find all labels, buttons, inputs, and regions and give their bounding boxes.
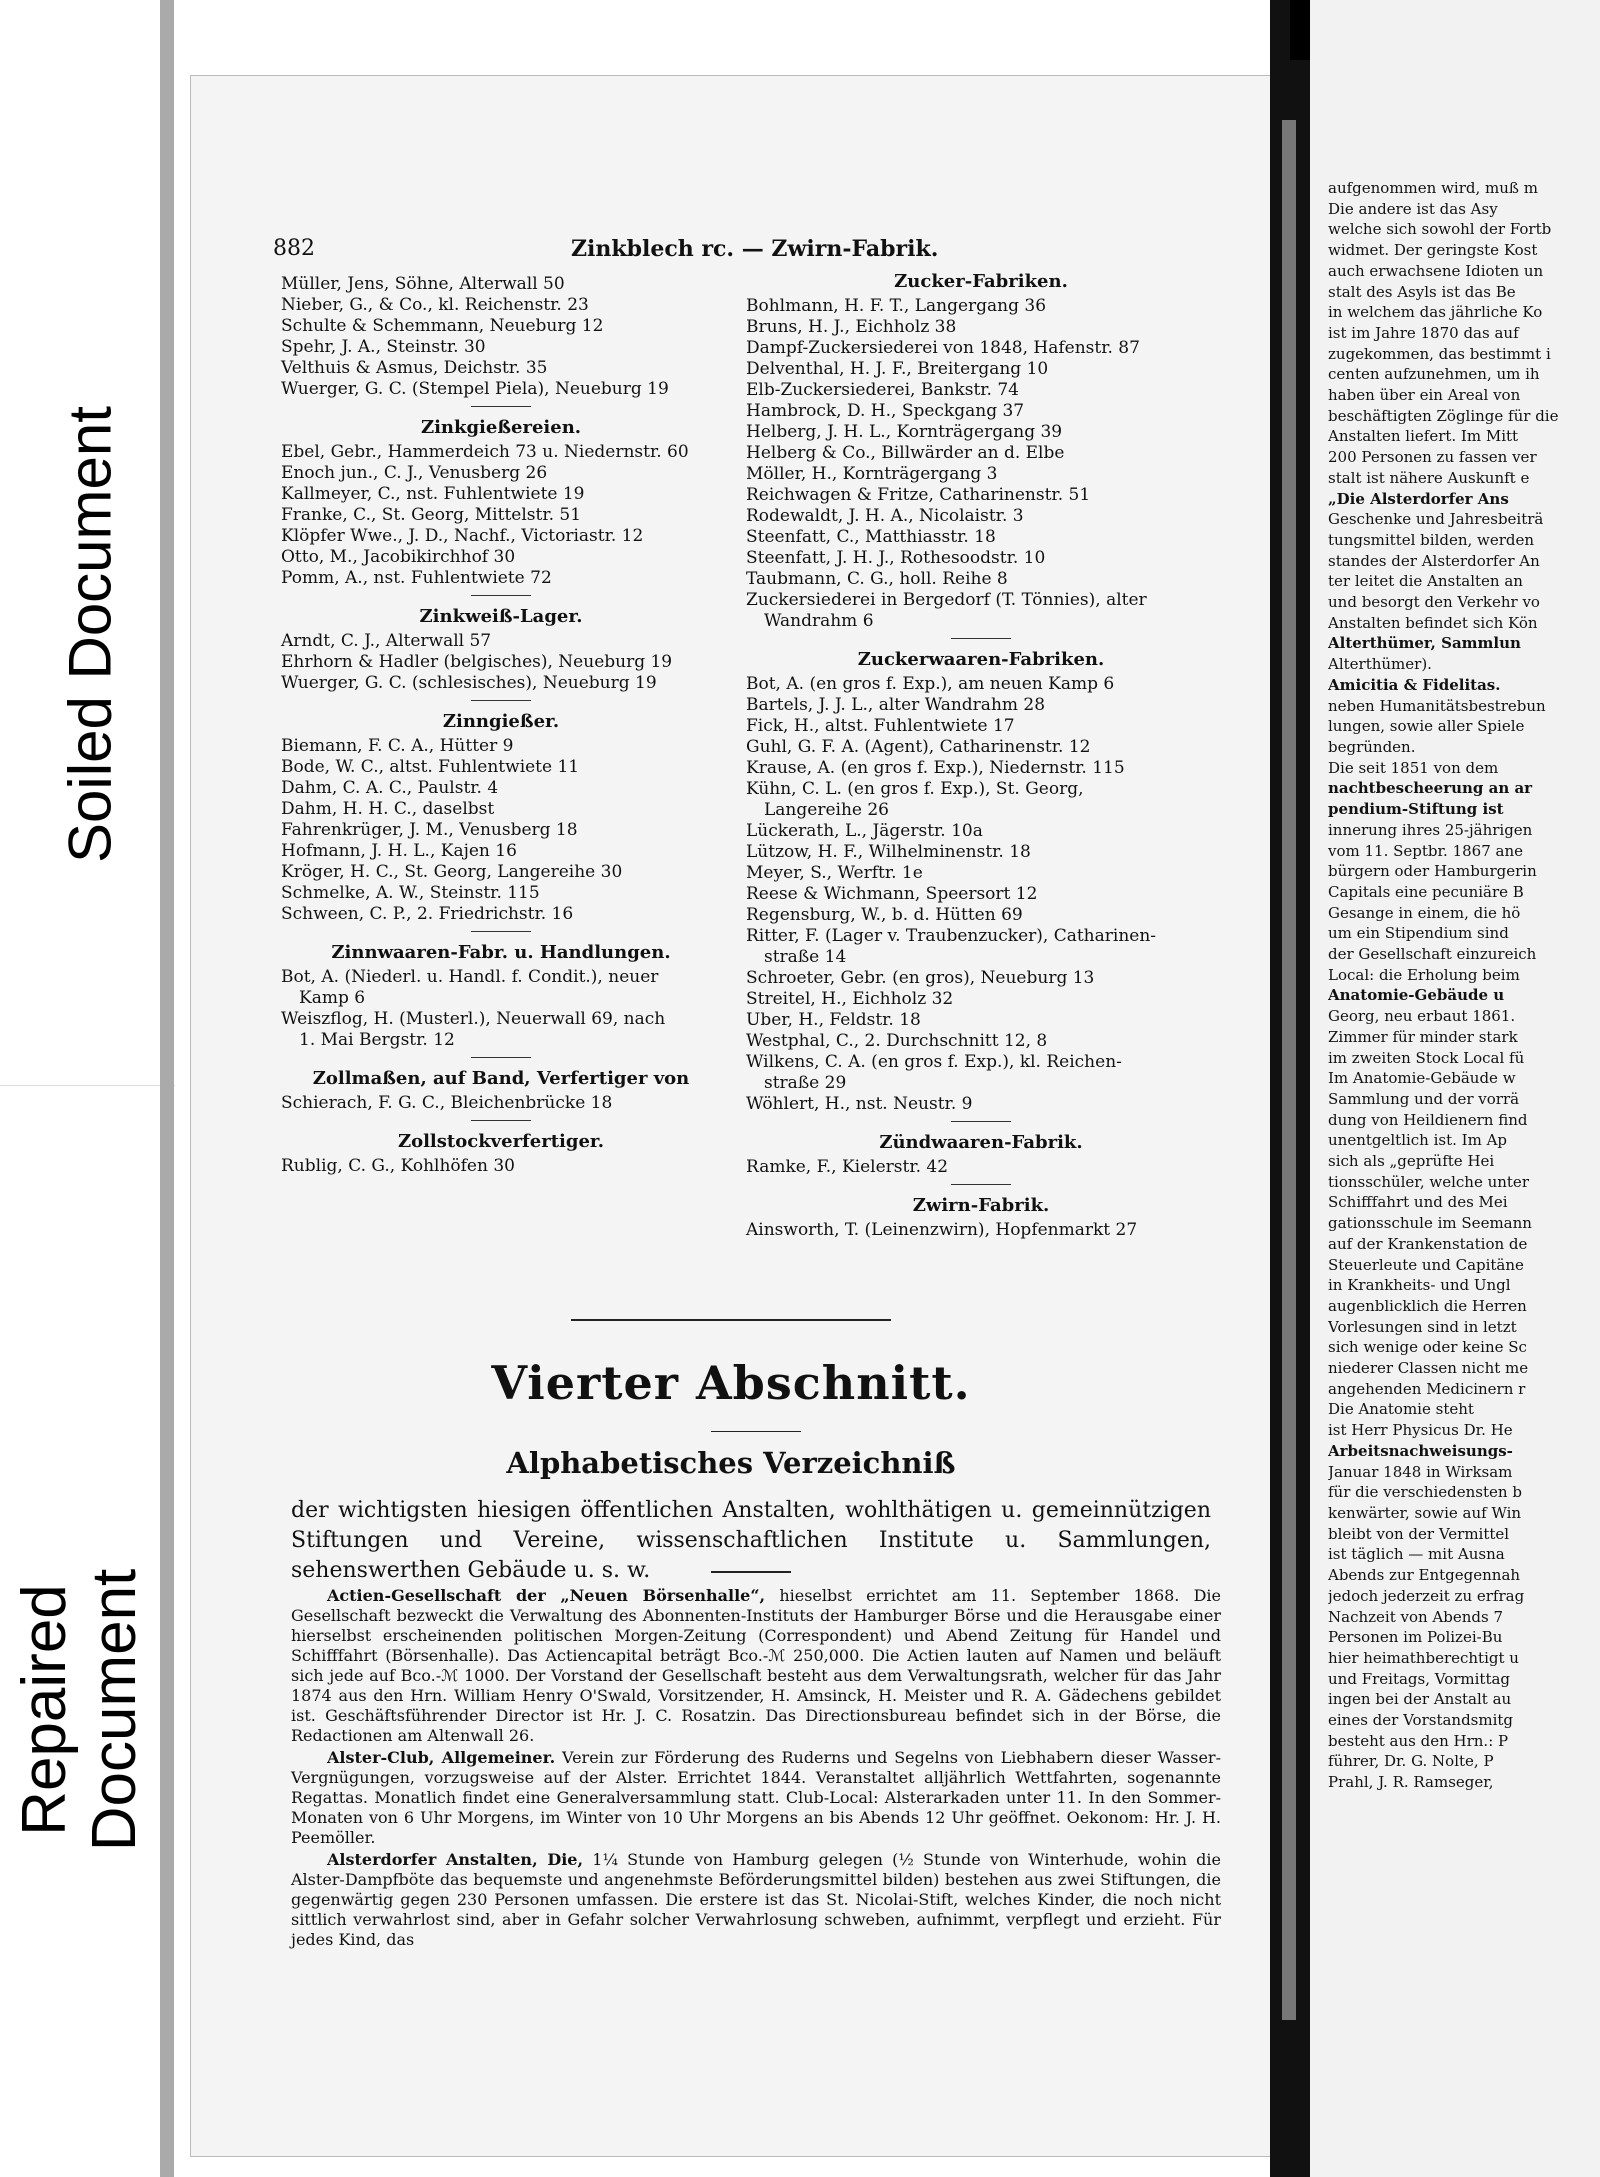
facing-page-line: Amicitia & Fidelitas. [1328, 675, 1501, 694]
directory-entry: Bartels, J. J. L., alter Wandrahm 28 [746, 695, 1046, 715]
facing-page-line: Die seit 1851 von dem [1328, 758, 1499, 777]
group-rule [471, 1120, 531, 1121]
institution-description: 1¼ Stunde von Hamburg gelegen (½ Stunde von Winterhude, wohin die Alster-Dampfböte das bequemste und angenehmste Beförderungsmittel bilden) bestehen aus zwei Stiftungen, die gegenwärtig gegen 230 Personen umfassen. Die erstere ist das St. Nicolai-Stift, welches Kinder, die noch nicht sittlich verwahrlost sind, aber in Gefahr solcher Verwahrlosung schweben, aufnimmt, verpflegt und erzieht. Für jedes Kind, das [291, 1850, 1221, 1949]
repaired-label-line: Document [80, 1568, 149, 1852]
directory-entry-continuation: Langereihe 26 [764, 800, 889, 820]
facing-page-line: in Krankheits- und Ungl [1328, 1276, 1511, 1295]
facing-page-line: Alterthümer). [1328, 655, 1432, 674]
facing-page-line: Alterthümer, Sammlun [1328, 634, 1521, 653]
facing-page-line: und Freitags, Vormittag [1328, 1669, 1511, 1688]
directory-entry: Helberg & Co., Billwärder an d. Elbe [746, 443, 1065, 463]
facing-page-line: auch erwachsene Idioten un [1328, 261, 1544, 280]
facing-page-line: bürgern oder Hamburgerin [1328, 862, 1537, 881]
repaired-document-label [10, 1500, 150, 1920]
facing-page-line: niederer Classen nicht me [1328, 1359, 1529, 1378]
facing-page-line: besteht aus den Hrn.: P [1328, 1731, 1509, 1750]
directory-entry: Arndt, C. J., Alterwall 57 [281, 631, 492, 651]
facing-page-line: bleibt von der Vermittel [1328, 1524, 1510, 1543]
section-rule [571, 1319, 891, 1321]
side-panel [0, 0, 175, 2177]
directory-entry: Lückerath, L., Jägerstr. 10a [746, 821, 983, 841]
facing-page-line: auf der Krankenstation de [1328, 1234, 1528, 1253]
facing-page-line: Zimmer für minder stark [1328, 1027, 1518, 1046]
right-column [746, 261, 1216, 1241]
facing-page-line: tungsmittel bilden, werden [1328, 530, 1535, 549]
facing-page-line: stalt des Asyls ist das Be [1328, 282, 1516, 301]
directory-entry: Dahm, H. H. C., daselbst [281, 799, 495, 819]
directory-entry: Westphal, C., 2. Durchschnitt 12, 8 [746, 1031, 1048, 1051]
binding-strip [160, 0, 174, 2177]
facing-page-line: Vorlesungen sind in letzt [1328, 1317, 1517, 1336]
directory-entry: Streitel, H., Eichholz 32 [746, 989, 954, 1009]
section-title: Vierter Abschnitt. [491, 1356, 971, 1410]
institution-name: Alster-Club, Allgemeiner. [327, 1748, 556, 1767]
scanned-page [190, 75, 1272, 2157]
repaired-label-line: Repaired [10, 1584, 79, 1836]
directory-entry: Wuerger, G. C. (Stempel Piela), Neueburg 19 [281, 379, 669, 399]
directory-entry: Hofmann, J. H. L., Kajen 16 [281, 841, 517, 861]
directory-entry: Wilkens, C. A. (en gros f. Exp.), kl. Reichen- [746, 1052, 1122, 1072]
institution-entry [291, 1586, 1221, 1746]
facing-page-line: angehenden Medicinern r [1328, 1379, 1526, 1398]
directory-entry: Schierach, F. G. C., Bleichenbrücke 18 [281, 1093, 613, 1113]
directory-entry: Nieber, G., & Co., kl. Reichenstr. 23 [281, 295, 589, 315]
directory-entry: Reese & Wichmann, Speersort 12 [746, 884, 1038, 904]
directory-entry: Regensburg, W., b. d. Hütten 69 [746, 905, 1023, 925]
facing-page-line: gationsschule im Seemann [1328, 1214, 1532, 1233]
facing-page-line: Nachzeit von Abends 7 [1328, 1607, 1504, 1626]
facing-page-line: sich wenige oder keine Sc [1328, 1338, 1527, 1357]
institution-entry [291, 1748, 1221, 1848]
directory-entry: Möller, H., Kornträgergang 3 [746, 464, 998, 484]
directory-entry: Bot, A. (Niederl. u. Handl. f. Condit.), neuer [281, 967, 659, 987]
facing-page-line: ist täglich — mit Ausna [1328, 1545, 1505, 1564]
running-head: Zinkblech rc. — Zwirn-Fabrik. [571, 236, 939, 262]
facing-page-line: Januar 1848 in Wirksam [1328, 1462, 1513, 1481]
directory-entry: Guhl, G. F. A. (Agent), Catharinenstr. 12 [746, 737, 1091, 757]
directory-entry: Zuckersiederei in Bergedorf (T. Tönnies), alter [746, 590, 1147, 610]
directory-entry: Pomm, A., nst. Fuhlentwiete 72 [281, 568, 552, 588]
facing-page-line: Georg, neu erbaut 1861. [1328, 1007, 1516, 1026]
directory-entry: Spehr, J. A., Steinstr. 30 [281, 337, 486, 357]
facing-page-line: 200 Personen zu fassen ver [1328, 448, 1537, 467]
directory-entry: Enoch jun., C. J., Venusberg 26 [281, 463, 548, 483]
section-description: der wichtigsten hiesigen öffentlichen Anstalten, wohlthätigen u. gemeinnützigen Stiftungen und Vereine, wissenschaftlichen Institute u. Sammlungen, sehenswerthen Gebäude u. s. w. [291, 1498, 1211, 1583]
directory-entry: Schroeter, Gebr. (en gros), Neueburg 13 [746, 968, 1095, 988]
directory-entry: Reichwagen & Fritze, Catharinenstr. 51 [746, 485, 1091, 505]
facing-page-line: Die andere ist das Asy [1328, 199, 1498, 218]
facing-page-line: Geschenke und Jahresbeiträ [1328, 510, 1544, 529]
group-rule [471, 406, 531, 407]
facing-page-line: aufgenommen wird, muß m [1328, 179, 1538, 197]
facing-page-line: begründen. [1328, 737, 1416, 756]
directory-entry: Fick, H., altst. Fuhlentwiete 17 [746, 716, 1015, 736]
facing-page-line: Die Anatomie steht [1328, 1400, 1474, 1419]
facing-page-line: Capitals eine pecuniäre B [1328, 882, 1524, 901]
section-subtitle: Alphabetisches Verzeichniß [506, 1446, 956, 1480]
facing-page-line: Anstalten befindet sich Kön [1328, 613, 1538, 632]
facing-page-line: Prahl, J. R. Ramseger, [1328, 1773, 1494, 1792]
facing-page-line: Anstalten liefert. Im Mitt [1328, 427, 1519, 446]
group-rule [951, 1184, 1011, 1185]
facing-page-line: der Gesellschaft einzureich [1328, 945, 1537, 964]
directory-entry: Klöpfer Wwe., J. D., Nachf., Victoriastr. 12 [281, 526, 644, 546]
category-heading: Zündwaaren-Fabrik. [879, 1132, 1083, 1153]
category-heading: Zinnwaaren-Fabr. u. Handlungen. [331, 942, 671, 963]
top-bar [1290, 0, 1310, 60]
directory-entry: Weiszflog, H. (Musterl.), Neuerwall 69, nach [281, 1009, 666, 1029]
facing-page-line: im zweiten Stock Local fü [1328, 1048, 1525, 1067]
facing-page-line: Sammlung und der vorrä [1328, 1089, 1520, 1108]
directory-entry: Ritter, F. (Lager v. Traubenzucker), Catharinen- [746, 926, 1157, 946]
facing-page [1310, 0, 1600, 2177]
facing-page-line: augenblicklich die Herren [1328, 1296, 1527, 1315]
facing-page-line: Im Anatomie-Gebäude w [1328, 1069, 1516, 1088]
directory-entry: Ehrhorn & Hadler (belgisches), Neueburg 19 [281, 652, 673, 672]
directory-entry: Franke, C., St. Georg, Mittelstr. 51 [281, 505, 582, 525]
directory-entry-continuation: straße 29 [764, 1073, 847, 1093]
directory-entry: Bruns, H. J., Eichholz 38 [746, 317, 957, 337]
facing-page-line: für die verschiedensten b [1328, 1483, 1522, 1502]
facing-page-line: stalt ist nähere Auskunft e [1328, 468, 1530, 487]
directory-entry: Delventhal, H. J. F., Breitergang 10 [746, 359, 1049, 379]
category-heading: Zollmaßen, auf Band, Verfertiger von [312, 1068, 690, 1089]
directory-entry: Bot, A. (en gros f. Exp.), am neuen Kamp 6 [746, 674, 1115, 694]
facing-page-line: führer, Dr. G. Nolte, P [1328, 1752, 1494, 1771]
directory-entry: Müller, Jens, Söhne, Alterwall 50 [281, 274, 565, 294]
facing-page-line: innerung ihres 25-jährigen [1328, 820, 1533, 839]
directory-entry: Uber, H., Feldstr. 18 [746, 1010, 921, 1030]
group-rule [471, 595, 531, 596]
gutter-shadow [1282, 120, 1296, 2020]
facing-page-line: neben Humanitätsbestrebun [1328, 696, 1546, 715]
facing-page-line: ist Herr Physicus Dr. He [1328, 1421, 1513, 1440]
institution-description: hieselbst errichtet am 11. September 1868. Die Gesellschaft bezweckt die Verwaltung des Abonnenten-Instituts der Hamburger Börse und die Herausgabe einer hierselbst erscheinenden politischen Morgen-Zeitung (Correspondent) und Abend Zeitung für Handel und Schifffahrt (Börsenhalle). Das Actiencapital beträgt Bco.-ℳ 250,000. Die Actien lauten auf Namen und beläuft sich jede auf Bco.-ℳ 1000. Der Vorstand der Gesellschaft besteht aus dem Verwaltungsrath, welcher für das Jahr 1874 aus den Hrn. William Henry O'Swald, Vorsitzender, H. Amsinck, H. Meister und R. A. Gädechens gebildet ist. Geschäftsführender Director ist Hr. J. C. Rosatzin. Das Directionsbureau befindet sich in der Börse, die Redactionen am Altenwall 26. [291, 1586, 1221, 1745]
directory-entry: Schulte & Schemmann, Neueburg 12 [281, 316, 604, 336]
directory-entry: Kühn, C. L. (en gros f. Exp.), St. Georg, [746, 779, 1084, 799]
facing-page-line: hier heimathberechtigt u [1328, 1648, 1519, 1667]
facing-page-line: kenwärter, sowie auf Win [1328, 1504, 1522, 1522]
directory-entry: Helberg, J. H. L., Kornträgergang 39 [746, 422, 1063, 442]
facing-page-line: Local: die Erholung beim [1328, 965, 1520, 984]
left-column [281, 274, 721, 1177]
directory-entry: Ramke, F., Kielerstr. 42 [746, 1157, 949, 1177]
facing-page-line: Schifffahrt und des Mei [1328, 1193, 1508, 1212]
directory-entry: Elb-Zuckersiederei, Bankstr. 74 [746, 380, 1019, 400]
facing-page-line: vom 11. Septbr. 1867 ane [1328, 841, 1523, 860]
facing-page-line: haben über ein Areal von [1328, 386, 1521, 405]
directory-entry: Rodewaldt, J. H. A., Nicolaistr. 3 [746, 506, 1024, 526]
facing-page-line: dung von Heildienern find [1328, 1110, 1528, 1129]
directory-entry: Dahm, C. A. C., Paulstr. 4 [281, 778, 499, 798]
category-heading: Zuckerwaaren-Fabriken. [857, 649, 1105, 670]
facing-page-line: „Die Alsterdorfer Ans [1328, 489, 1509, 508]
directory-entry: Taubmann, C. G., holl. Reihe 8 [746, 569, 1008, 589]
category-heading: Zwirn-Fabrik. [912, 1195, 1050, 1216]
facing-page-line: widmet. Der geringste Kost [1328, 241, 1538, 260]
facing-page-line: in welchem das jährliche Ko [1328, 303, 1543, 322]
facing-page-line: und besorgt den Verkehr vo [1328, 593, 1540, 612]
facing-page-line: Gesange in einem, die hö [1328, 903, 1521, 922]
directory-entry: Bohlmann, H. F. T., Langergang 36 [746, 296, 1047, 316]
directory-entry-continuation: Kamp 6 [299, 988, 366, 1008]
group-rule [951, 1121, 1011, 1122]
group-rule [471, 931, 531, 932]
facing-page-text [1328, 178, 1598, 1793]
facing-page-line: ter leitet die Anstalten an [1328, 572, 1523, 591]
directory-entry: Hambrock, D. H., Speckgang 37 [746, 401, 1025, 421]
group-rule [471, 700, 531, 701]
facing-page-line: ingen bei der Anstalt au [1328, 1690, 1512, 1709]
category-heading: Zinkgießereien. [420, 417, 582, 438]
facing-page-line: tionsschüler, welche unter [1328, 1172, 1529, 1191]
directory-entry: Wuerger, G. C. (schlesisches), Neueburg 19 [281, 673, 657, 693]
facing-page-line: Anatomie-Gebäude u [1328, 986, 1505, 1005]
facing-page-line: um ein Stipendium sind [1328, 924, 1509, 943]
facing-page-line: sich als „geprüfte Hei [1328, 1152, 1495, 1171]
directory-entry-continuation: Wandrahm 6 [764, 611, 874, 631]
title-rule [711, 1431, 801, 1432]
directory-entry: Kröger, H. C., St. Georg, Langereihe 30 [281, 862, 623, 882]
facing-page-line: welche sich sowohl der Fortb [1328, 220, 1552, 239]
facing-page-line: Steuerleute und Capitäne [1328, 1255, 1524, 1274]
directory-entry: Velthuis & Asmus, Deichstr. 35 [281, 358, 548, 378]
facing-page-line: jedoch jederzeit zu erfrag [1328, 1586, 1525, 1605]
directory-entry: Rublig, C. G., Kohlhöfen 30 [281, 1156, 515, 1176]
soiled-document-label: Soiled Document [56, 406, 124, 863]
soiled-label-area [0, 0, 175, 1086]
institution-entry [291, 1850, 1221, 1950]
facing-page-line: beschäftigten Zöglinge für die [1328, 406, 1559, 425]
category-heading: Zinkweiß-Lager. [419, 606, 583, 627]
group-rule [951, 638, 1011, 639]
facing-page-line: nachtbescheerung an ar [1328, 779, 1533, 798]
description-rule [711, 1571, 791, 1573]
category-heading: Zollstockverfertiger. [397, 1131, 605, 1152]
facing-page-line: lungen, sowie aller Spiele [1328, 717, 1525, 736]
facing-page-line: Arbeitsnachweisungs- [1328, 1441, 1513, 1460]
directory-entry: Schmelke, A. W., Steinstr. 115 [281, 883, 540, 903]
directory-entry-continuation: straße 14 [764, 947, 847, 967]
directory-entry: Steenfatt, J. H. J., Rothesoodstr. 10 [746, 548, 1046, 568]
directory-entry: Ainsworth, T. (Leinenzwirn), Hopfenmarkt 27 [746, 1220, 1138, 1240]
directory-entry: Meyer, S., Werftr. 1e [746, 863, 923, 883]
directory-entry: Schween, C. P., 2. Friedrichstr. 16 [281, 904, 574, 924]
category-heading: Zucker-Fabriken. [894, 271, 1068, 292]
directory-entry: Dampf-Zuckersiederei von 1848, Hafenstr. 87 [746, 338, 1140, 358]
institution-name: Alsterdorfer Anstalten, Die, [327, 1850, 584, 1869]
facing-page-line: zugekommen, das bestimmt i [1328, 344, 1551, 363]
directory-entry: Kallmeyer, C., nst. Fuhlentwiete 19 [281, 484, 585, 504]
facing-page-line: eines der Vorstandsmitg [1328, 1711, 1514, 1730]
facing-page-line: unentgeltlich ist. Im Ap [1328, 1131, 1508, 1150]
directory-entry: Biemann, F. C. A., Hütter 9 [281, 736, 514, 756]
directory-entry-continuation: 1. Mai Bergstr. 12 [299, 1030, 455, 1050]
directory-entry: Krause, A. (en gros f. Exp.), Niedernstr. 115 [746, 758, 1125, 778]
facing-page-line: centen aufzunehmen, um ih [1328, 365, 1540, 384]
directory-entry: Bode, W. C., altst. Fuhlentwiete 11 [281, 757, 580, 777]
category-heading: Zinngießer. [442, 711, 560, 732]
institution-name: Actien-Gesellschaft der „Neuen Börsenhalle“, [327, 1586, 766, 1605]
facing-page-line: standes der Alsterdorfer An [1328, 551, 1540, 570]
page-number: 882 [273, 236, 315, 261]
institution-description: Verein zur Förderung des Ruderns und Segelns von Liebhabern dieser Wasser-Vergnügungen, vorzugsweise auf der Alster. Errichtet 1844. Veranstaltet alljährlich Wettfahrten, sogenannte Regattas. Monatlich findet eine Generalversammlung statt. Club-Local: Alsterarkaden unter 11. In den Sommer-Monaten von 6 Uhr Morgens, im Winter von 10 Uhr Morgens an bis Abends 12 Uhr geöffnet. Oekonom: Hr. J. H. Peemöller. [291, 1748, 1221, 1847]
facing-page-line: ist im Jahre 1870 das auf [1328, 323, 1519, 342]
directory-entry: Steenfatt, C., Matthiasstr. 18 [746, 527, 996, 547]
directory-entries [291, 1586, 1221, 1952]
facing-page-line: Abends zur Entgegennah [1328, 1566, 1521, 1585]
facing-page-line: pendium-Stiftung ist [1328, 800, 1504, 819]
directory-entry: Wöhlert, H., nst. Neustr. 9 [746, 1094, 973, 1114]
group-rule [471, 1057, 531, 1058]
directory-entry: Lützow, H. F., Wilhelminenstr. 18 [746, 842, 1031, 862]
directory-entry: Ebel, Gebr., Hammerdeich 73 u. Niedernstr. 60 [281, 442, 689, 462]
directory-entry: Fahrenkrüger, J. M., Venusberg 18 [281, 820, 578, 840]
facing-page-line: Personen im Polizei-Bu [1328, 1628, 1503, 1647]
directory-entry: Otto, M., Jacobikirchhof 30 [281, 547, 516, 567]
